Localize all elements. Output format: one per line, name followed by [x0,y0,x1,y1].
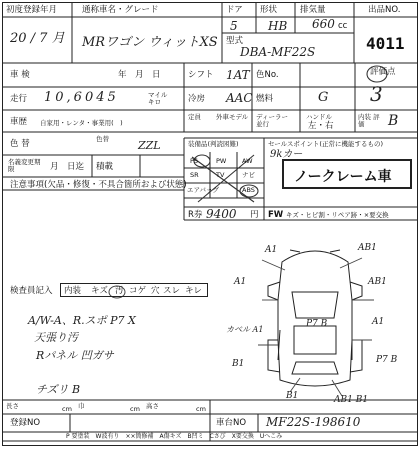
tag-hole: 穴 [151,286,160,296]
mileage-label: 走行 [10,94,28,104]
model-name-label: 通称車名・グレード [82,5,159,15]
tag-dirt: 汚 [115,286,124,296]
color-label: 色 替 [10,139,30,149]
handle-value: 左・右 [308,121,334,131]
score-label: 評価点 [370,67,396,77]
note-line-5: チズリ B [36,383,81,396]
inspection-unit: 年 月 日 [118,70,161,80]
shift-value: 1AT [226,68,250,82]
width-label: 巾 [78,402,85,410]
notes-label: 注意事項(欠品・修復・不具合箇所および状態) [10,180,187,190]
mark-right-side: A1 [372,317,385,327]
mark-right-door: AB1 [368,277,387,287]
door-value: 5 [230,19,238,33]
inspector-label: 検査員記入 [10,286,53,296]
first-reg-value: 20 / 7 月 [10,31,65,46]
recycle-value: 9400 [206,207,237,221]
first-reg-label: 初度登録年月 [6,5,58,15]
note-line-1: A/W-A、R.スポ P7 X [28,314,136,327]
tag-scratch: キズ [91,286,108,296]
recycle-unit: 円 [250,210,259,220]
note-line-2: 天張り汚 [34,331,78,344]
door-label: ドア [226,5,243,15]
shape-value: HB [268,19,288,33]
exterior-label: 外車モデル [216,113,249,121]
equip-sr: SR [190,171,199,179]
dealer-label: ディーラー 並行 [256,113,288,128]
score-value: 3 [370,82,383,106]
history-options: 自家用・レンタ・事業用( ) [40,119,123,127]
model-type-value: DBA-MF22S [240,45,316,59]
mark-rear-bumper: B1 [286,391,299,401]
note-line-3: Rパネル 凹ガサ [36,349,114,362]
color-no-label: 色No. [256,70,279,80]
equip-tv: TV [216,171,225,179]
interior-label: 内装 評価 [358,113,380,128]
color-value: ZZL [138,139,161,152]
shape-label: 形状 [260,5,278,15]
displacement-label: 排気量 [300,5,326,15]
recycle-label: R券 [188,210,203,220]
mark-left-door: A1 [234,277,247,287]
tag-burn: コゲ [129,286,147,296]
height-unit: cm [196,405,206,413]
displacement-unit: cc [338,21,348,31]
car-diagram [268,250,362,386]
no-claim-box [282,159,412,189]
mark-left-side: カベル A1 [226,325,264,334]
mark-rear-right: P7 B [376,355,398,365]
equip-ps: PS [190,157,199,165]
no-claim-text: ノークレーム車 [294,169,392,185]
mark-roof: P7 B [306,319,328,329]
seats-label: 定員 [188,113,201,121]
listing-no-label: 出品NO. [368,5,401,15]
equipment-label: 装備品(判読困難) [188,140,239,148]
fuel-value: G [318,90,329,105]
fw-label: FW [268,210,284,220]
model-type-label: 型式 [226,36,244,46]
chassis-label: 車台NO [216,418,247,428]
shift-label: シフト [188,70,214,80]
fuel-label: 燃料 [256,94,274,104]
inspection-label: 車 検 [10,70,30,80]
tag-cut: キレ [185,286,202,296]
mark-rear-corner: AB1 B1 [334,395,369,405]
points-handwritten: 9kカー [270,149,303,160]
equip-navi: ナビ [242,171,255,179]
fw-detail: キズ・ヒビ割・リペア跡・×要交換 [286,211,389,219]
height-label: 高さ [146,402,159,410]
ac-value: AAC [226,91,253,105]
chassis-value: MF22S-198610 [266,415,361,429]
tag-wear: スレ [163,286,181,296]
model-name-value: MRワゴン ウィットXS [82,35,218,50]
mileage-value: 10,6045 [44,90,119,105]
equip-airbag: エアバッグ [187,186,219,194]
prev-color-label: 色替 [96,135,109,143]
inspector-tags [60,283,208,297]
history-label: 車歴 [10,117,28,127]
listing-no: 4011 [366,34,405,53]
handle-label: ハンドル [306,113,332,121]
mark-rear-left: B1 [232,359,245,369]
displacement-value: 660 [312,17,335,31]
width-unit: cm [130,405,140,413]
length-unit: cm [62,405,72,413]
interior-value: B [388,113,399,129]
equip-abs: ABS [242,186,255,194]
points-label: セールスポイント(正常に機能するもの) [268,140,383,148]
tag-interior: 内装 [64,286,82,296]
length-label: 長さ [6,402,19,410]
equip-pw: PW [216,157,227,165]
legend: P 要塗装 W波有り ××簡修補 A傷キズ B凹ミ Cさび X要交換 Uへこみ [66,433,283,440]
mileage-unit: マイル キロ [148,91,168,106]
reg-no-label: 登録NO [10,418,41,428]
equip-aw: AW [242,157,253,165]
mark-front-right: AB1 [358,243,377,253]
ac-label: 冷房 [188,94,206,104]
tax-label: 積載 [96,162,114,172]
name-change-label: 名義変更期限 [8,158,41,173]
date-unit: 月 日迄 [50,162,85,172]
mark-front-left: A1 [265,245,278,255]
